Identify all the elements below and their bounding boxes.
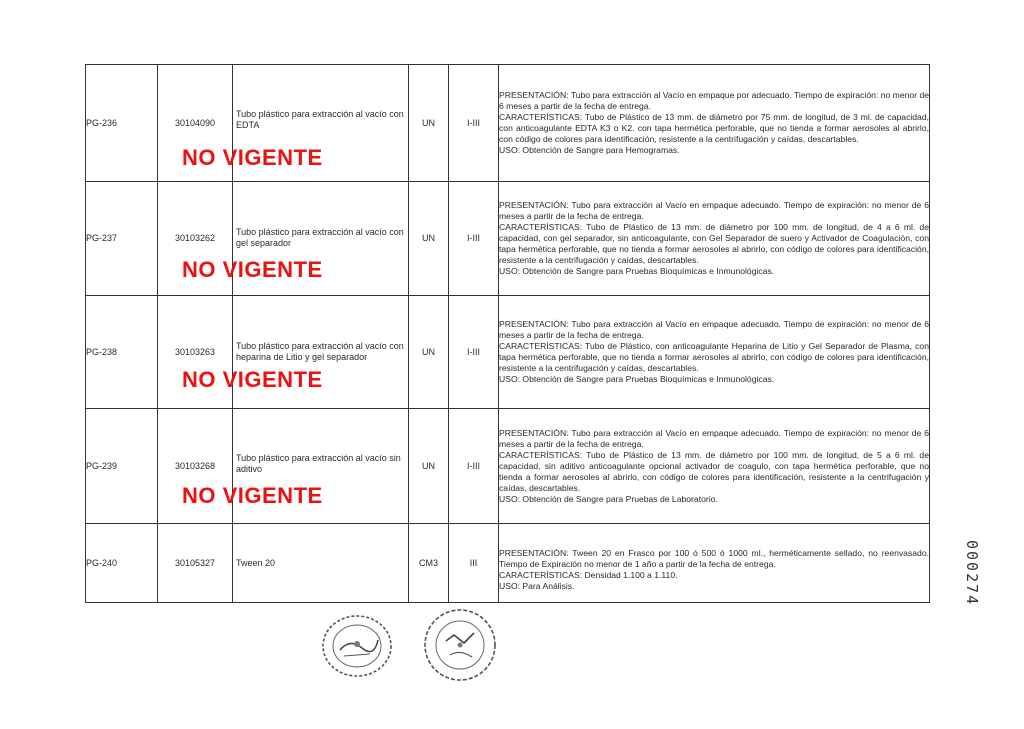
spec-use: USO: Obtención de Sangre para Pruebas de Laboratorio.	[499, 493, 718, 504]
item-specification	[499, 182, 930, 296]
item-number: 30104090	[158, 65, 233, 182]
table-row	[86, 524, 930, 603]
spec-presentation: PRESENTACIÓN: Tween 20 en Frasco por 100 ó 500 ó 1000 ml., herméticamente sellado, no reenvasado. Tiempo de Expiración no menor de 1 año a partir de la fecha de entrega.	[499, 548, 929, 569]
no-vigente-stamp: NO VIGENTE	[182, 257, 323, 282]
spec-presentation: PRESENTACIÓN: Tubo para extracción al Vacío en empaque adecuado. Tiempo de expiración: no menor de 6 meses a partir de la fecha de entrega.	[499, 427, 929, 449]
item-code: PG-238	[86, 296, 158, 409]
item-description: Tubo plástico para extracción al vacío con gel separador	[236, 227, 404, 248]
spec-characteristics: CARACTERÍSTICAS: Densidad 1.100 a 1.110.	[499, 570, 678, 580]
item-unit: UN	[409, 182, 449, 296]
item-code: PG-237	[86, 182, 158, 296]
seal-stamp-left-icon	[318, 610, 396, 682]
spec-use: USO: Obtención de Sangre para Hemogramas.	[499, 145, 680, 155]
item-unit: UN	[409, 409, 449, 524]
item-description: Tubo plástico para extracción al vacío sin aditivo	[236, 453, 401, 474]
item-unit: UN	[409, 65, 449, 182]
page-number: 000274	[963, 540, 981, 607]
spec-use: USO: Obtención de Sangre para Pruebas Bioquímicas e Inmunológicas.	[499, 374, 775, 384]
item-level: I-III	[449, 296, 499, 409]
item-code: PG-240	[86, 524, 158, 603]
item-code: PG-236	[86, 65, 158, 182]
seal-stamp-right-icon	[420, 605, 500, 685]
item-number: 30103263	[158, 296, 233, 409]
item-number: 30103268	[158, 409, 233, 524]
item-number: 30105327	[158, 524, 233, 603]
item-specification	[499, 409, 930, 524]
spec-characteristics: CARACTERÍSTICAS: Tubo de Plástico de 13 mm. de diámetro por 100 mm. de longitud, de 5 a 6 ml. de capacidad, sin aditivo anticoagulante opcional activador de coagulo, con tapa hermética perforable, que no tienda a formar aerosoles al abrirlo, con código de colores para identificación, resistente a la centrifugación y caídas, descartables.	[499, 449, 929, 493]
spec-presentation: PRESENTACIÓN: Tubo para extracción al Vacío en empaque adecuado. Tiempo de expiración: no menor de 6 meses a partir de la fecha de entrega.	[499, 200, 929, 221]
item-level: I-III	[449, 182, 499, 296]
item-specification	[499, 296, 930, 409]
item-level: III	[449, 524, 499, 603]
spec-presentation: PRESENTACIÓN: Tubo para extracción al Vacío en empaque adecuado. Tiempo de expiración: no menor de 6 meses a partir de la fecha de entrega.	[499, 319, 929, 340]
spec-characteristics: CARACTERÍSTICAS: Tubo de Plástico de 13 mm. de diámetro por 100 mm. de longitud, de 4 a 6 ml. de capacidad, con gel separador, sin anticoagulante, con Gel Separador de suero y Activador de Coagulación, con tapa hermética perforable, que no tienda a formar aerosoles al abrirlo, con código de colores para identificación, resistente a la centrifugación y caídas, descartables.	[499, 222, 929, 265]
item-number: 30103262	[158, 182, 233, 296]
no-vigente-stamp: NO VIGENTE	[182, 145, 323, 170]
item-description: Tubo plástico para extracción al vacío con EDTA	[236, 109, 404, 130]
item-description: Tween 20	[233, 524, 409, 603]
no-vigente-stamp: NO VIGENTE	[182, 483, 323, 508]
item-description: Tubo plástico para extracción al vacío con heparina de Litio y gel separador	[236, 341, 404, 362]
item-level: I-III	[449, 409, 499, 524]
item-level: I-III	[449, 65, 499, 182]
spec-use: USO: Para Análisis.	[499, 581, 575, 591]
spec-characteristics: CARACTERÍSTICAS: Tubo de Plástico de 13 mm. de diámetro por 75 mm. de longitud, de 3 ml. de capacidad, con anticoagulante EDTA K3 o K2. con tapa hermética perforable, que no tienda a formar aerosoles al abrirlo, con código de colores para identificación, resistente a la centrifugación y caídas, descartables.	[499, 112, 929, 144]
item-unit: UN	[409, 296, 449, 409]
item-code: PG-239	[86, 409, 158, 524]
item-specification	[499, 524, 930, 603]
item-unit: CM3	[409, 524, 449, 603]
no-vigente-stamp: NO VIGENTE	[182, 367, 323, 392]
spec-use: USO: Obtención de Sangre para Pruebas Bioquímicas e Inmunológicas.	[499, 266, 775, 276]
item-specification	[499, 65, 930, 182]
spec-characteristics: CARACTERÍSTICAS: Tubo de Plástico, con anticoagulante Heparina de Litio y Gel Separador de Plasma, con tapa hermética perforable, que no tienda a formar aerosoles al abrirlo, con código de colores para identificación, resistente a la centrifugación y caídas, descartables.	[499, 341, 929, 373]
spec-presentation: PRESENTACIÓN: Tubo para extracción al Vacío en empaque por adecuado. Tiempo de expiración: no menor de 6 meses a partir de la fecha de entrega.	[499, 90, 929, 111]
